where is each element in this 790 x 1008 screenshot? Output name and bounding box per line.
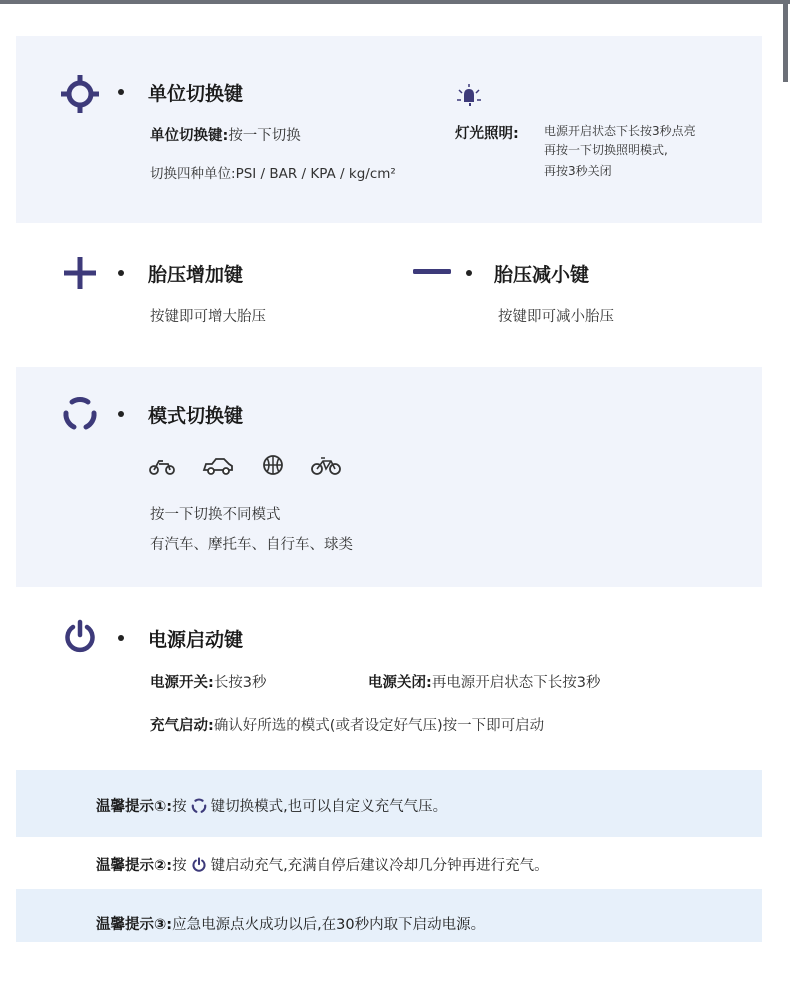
power-on-text: 长按3秒 <box>213 675 267 691</box>
light-label: 灯光照明: <box>455 126 519 142</box>
mode-desc-1: 按一下切换不同模式 <box>150 507 281 523</box>
light-line-2: 再按一下切换照明模式, <box>544 143 668 157</box>
basketball-icon <box>262 454 284 476</box>
car-icon <box>202 456 234 476</box>
increase-desc: 按键即可增大胎压 <box>150 309 266 325</box>
bullet <box>466 270 472 276</box>
power-off-label: 电源关闭: <box>368 675 432 691</box>
bullet <box>118 89 124 95</box>
minus-icon <box>413 268 453 276</box>
bicycle-icon <box>311 456 341 476</box>
plus-icon <box>62 255 98 291</box>
power-on-label: 电源开关: <box>150 675 214 691</box>
increase-title: 胎压增加键 <box>148 264 244 286</box>
mode-cycle-icon <box>191 798 207 814</box>
tip-1: 温馨提示①:按 键切换模式,也可以自定义充气气压。 <box>96 799 448 815</box>
power-start-label: 充气启动: <box>150 718 214 734</box>
light-line-1: 电源开启状态下长按3秒点亮 <box>544 124 696 138</box>
mode-desc-2: 有汽车、摩托车、自行车、球类 <box>150 537 353 553</box>
tip-2-label: 温馨提示②: <box>96 858 173 874</box>
tip-2: 温馨提示②:按 键启动充气,充满自停后建议冷却几分钟再进行充气。 <box>96 858 549 874</box>
unit-line-2-label: 切换四种单位 <box>150 166 231 182</box>
unit-line-1-label: 单位切换键 <box>150 128 223 144</box>
motorcycle-icon <box>148 456 176 476</box>
unit-line-1-text: 按一下切换 <box>228 128 301 144</box>
unit-line-1: 单位切换键:按一下切换 <box>150 128 301 144</box>
tip-3: 温馨提示③:应急电源点火成功以后,在30秒内取下启动电源。 <box>96 917 486 933</box>
power-title: 电源启动键 <box>148 629 244 651</box>
tip-3-label: 温馨提示③: <box>96 917 173 933</box>
power-icon <box>191 857 207 873</box>
power-off-line <box>368 671 601 692</box>
power-start-text: 确认好所选的模式(或者设定好气压)按一下即可启动 <box>213 718 545 734</box>
mode-title: 模式切换键 <box>148 405 244 427</box>
bullet <box>118 411 124 417</box>
mode-cycle-icon <box>62 396 98 432</box>
power-off-text: 再电源开启状态下长按3秒 <box>431 675 601 691</box>
light-bulb-icon <box>455 84 483 108</box>
right-edge-mark <box>783 0 788 82</box>
unit-line-2: 切换四种单位:PSI / BAR / KPA / kg/cm² <box>150 166 396 182</box>
light-line-3: 再按3秒关闭 <box>544 164 612 178</box>
bullet <box>118 270 124 276</box>
decrease-title: 胎压减小键 <box>494 264 590 286</box>
top-border <box>0 0 790 4</box>
unit-list: PSI / BAR / KPA / kg/cm² <box>235 166 396 182</box>
power-icon <box>62 619 98 655</box>
unit-title: 单位切换键 <box>148 83 244 105</box>
crosshair-icon <box>60 74 100 114</box>
bullet <box>118 635 124 641</box>
mode-section <box>16 367 762 587</box>
power-on-line <box>150 671 267 692</box>
tip-1-label: 温馨提示①: <box>96 799 173 815</box>
decrease-desc: 按键即可减小胎压 <box>498 309 614 325</box>
power-start-line <box>150 714 544 735</box>
